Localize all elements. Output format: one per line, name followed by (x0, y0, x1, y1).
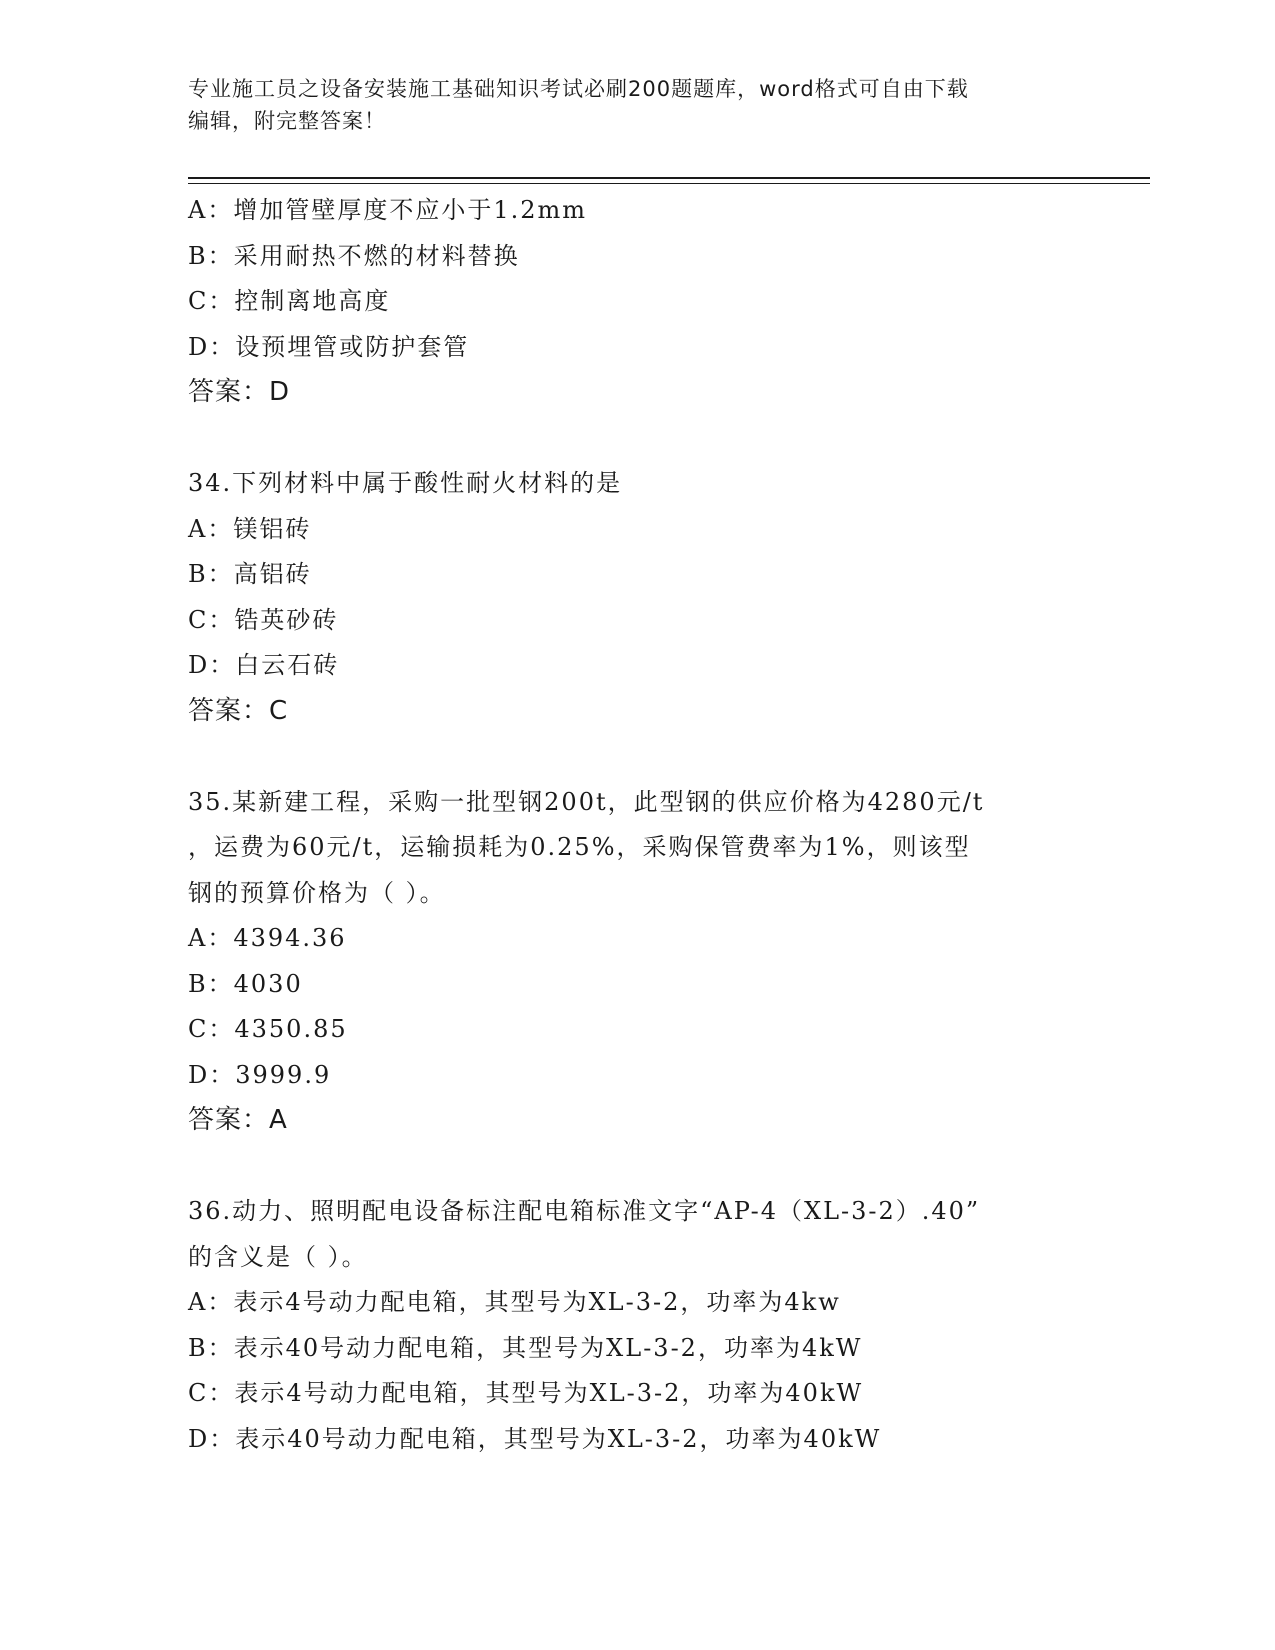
question-36-stem-line-1: 36.动力、照明配电设备标注配电箱标准文字“AP-4（XL-3-2）.40” (188, 1197, 981, 1225)
question-35-option-b: B：4030 (188, 969, 303, 998)
question-34-block (188, 461, 1088, 734)
header-title-line-2: 编辑，附完整答案！ (188, 109, 386, 133)
spacer (188, 416, 1088, 462)
header-divider-thin (188, 183, 1150, 184)
question-33-block (188, 188, 1088, 416)
header-divider-thick (188, 177, 1150, 179)
question-36-option-a: A：表示4号动力配电箱，其型号为XL-3-2，功率为4kw (188, 1288, 841, 1316)
question-list (188, 188, 1088, 1462)
document-header (188, 73, 1068, 137)
question-34-option-c: C：锆英砂砖 (188, 605, 339, 634)
question-34-option-a: A：镁铝砖 (188, 514, 312, 543)
question-34-option-b: B：高铝砖 (188, 560, 312, 588)
header-title-line-1: 专业施工员之设备安装施工基础知识考试必刷200题题库，word格式可自由下载 (188, 77, 969, 101)
question-36-option-c: C：表示4号动力配电箱，其型号为XL-3-2，功率为40kW (188, 1379, 864, 1407)
question-33-option-c: C：控制离地高度 (188, 287, 391, 315)
question-33-option-d: D：设预埋管或防护套管 (188, 332, 470, 361)
question-35-stem-line-2: ，运费为60元/t，运输损耗为0.25%，采购保管费率为1%，则该型 (188, 833, 971, 861)
question-35-option-d: D：3999.9 (188, 1060, 332, 1089)
question-36-option-d: D：表示40号动力配电箱，其型号为XL-3-2，功率为40kW (188, 1424, 882, 1453)
question-33-option-a: A：增加管壁厚度不应小于1.2mm (188, 196, 588, 224)
question-35-stem-line-1: 35.某新建工程，采购一批型钢200t，此型钢的供应价格为4280元/t (188, 787, 985, 816)
question-35-answer: 答案：A (188, 1105, 288, 1135)
spacer (188, 734, 1088, 780)
question-36-option-b: B：表示40号动力配电箱，其型号为XL-3-2，功率为4kW (188, 1333, 863, 1362)
question-34-answer: 答案：C (188, 695, 289, 726)
question-35-block (188, 780, 1088, 1144)
question-35-stem-line-3: 钢的预算价格为（ ）。 (188, 878, 446, 907)
question-34-stem: 34.下列材料中属于酸性耐火材料的是 (188, 469, 623, 497)
question-35-option-c: C：4350.85 (188, 1015, 348, 1043)
question-33-answer: 答案：D (188, 377, 291, 407)
question-36-stem-line-2: 的含义是（ ）。 (188, 1242, 368, 1271)
question-36-block (188, 1189, 1088, 1462)
spacer (188, 1144, 1088, 1190)
question-35-option-a: A：4394.36 (188, 924, 347, 952)
question-33-option-b: B：采用耐热不燃的材料替换 (188, 241, 520, 270)
question-34-option-d: D：白云石砖 (188, 651, 340, 679)
